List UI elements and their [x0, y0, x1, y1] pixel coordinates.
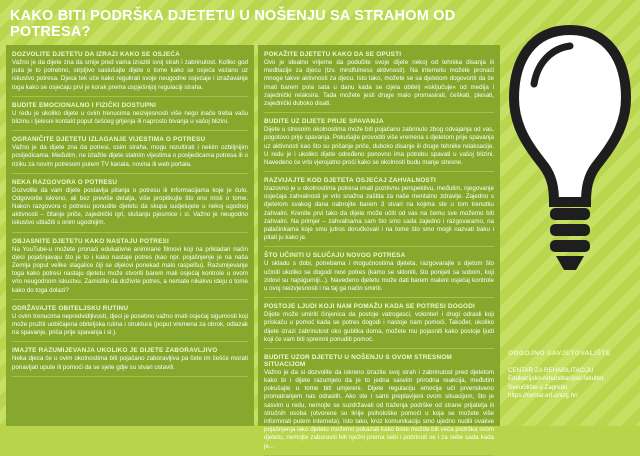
section-heading: DOZVOLITE DJETETU DA IZRAZI KAKO SE OSJEĆA — [12, 51, 180, 58]
section-body: Na YouTube-u možete pronaći edukativne animirane filmovi koji na prikladan način djeci pojašnjavaju što je to i kako nastaje potres (kao npr. pojašnjenje je na naša Zemlja poput velike slagalice čiji se dijelovi ponekad malo raspelšu). Razumijevanje toga kako potresi nastaju djetetu može stvoriti barem mali osjećaj kontrole u ovom vrlo neugodnom iskustvu. Zamislite da doživite potres, a nemate nikakvu ideju o tome kako do toga dolazi? — [12, 245, 248, 294]
light-bulb-icon — [510, 20, 630, 325]
section-heading: ŠTO UČINITI U SLUČAJU NOVOG POTRESA — [264, 252, 406, 260]
section-heading: POSTOJE LJUDI KOJI NAM POMAŽU KADA SE POTRESI DOGODI — [264, 303, 476, 311]
section-divider — [12, 376, 248, 377]
section-heading: BUDITE UZ DIJETE PRIJE SPAVANJA — [264, 118, 384, 126]
section-heading: IMAJTE RAZUMIJEVANJA UKOLIKO JE DIJETE ZABORAVLJIVO — [12, 347, 218, 355]
section-heading: POKAŽITE DJETETU KAKO DA SE OPUSTI — [264, 51, 402, 58]
section-body: Izazovno je u okolnostima potresa imati pozitivnu perspektivu, međutim, njegovanje osjećaja zahvalnosti je vrlo snažna zaštita za naše mentalno zdravlje. Zajedno s djetetom svakog dana nabrojite barem 3 stvari na kojima ste u tom trenutku zahvalni. Krenite prvi tako da dijete može učiti od vas na čemu sve možemo biti zahvalni. Na primjer – zahvalna/na sam što smo sada zajedno i razgovaramo, na palačinkama koje smo jutros doručkovali i na tome što smo mogli nazvati baku i pitati ju kako je. — [264, 185, 494, 242]
brand-line-3: Sveučilište u Zagrebu — [508, 383, 568, 391]
section-body: Dijete može umiriti činjenica da postoje vatrogasci, volonteri i drugi odrasli koji priskaču u pomoć kada se potres dogodi i nastoje nam pomoći. Također, ukoliko dijete izrazi zabrinutost oko gubitka doma, možete mu pojasniti kako postoje ljudi koji će vam biti spremni ponuditi pomoć. — [264, 311, 494, 343]
section-body: Važno je da dijete zna da smije pred vama izraziti svoj strah i zabrinutost. Koliko god puta je to potrebno, strpljivo saslušajte dijete o tome kako se osjeća vezano uz iskustvo potresa. Djeca tek uče kako regulirati svoje neugodne osjećaje i izražavanje toga kako se osjećaju prvi je korak prema uspješnijoj regulaciji straha. — [12, 59, 248, 91]
brand-line-4[interactable]: https://centar.erf.unizg.hr/ — [508, 392, 578, 400]
section-divider — [12, 299, 248, 300]
section-divider — [12, 341, 248, 342]
brand-block — [508, 350, 638, 400]
section-divider — [264, 297, 494, 298]
section-body: Važno je da si dozvolite da iskreno izrazite svoj strah i zabrinutost pred djetetom kako bi i dijete razumjelo da je to jedna sasvim prirodna reakcija, međutim pokušajte u tome biti umjereni. Dijete regulaciju emocija uči prvenstveno promatranjem nas odraslih. Ako ste i sami preplavljeni ovom situacijom, što je sasvim u redu, nemojte se suzdržavati od traženja podrške od strane prijatelja ili stručnih osoba (otvorene su linije psihološke pomoći u koja se možete više informirati putem interneta). Isto tako, kroz komunikaciju smo ujedno nudili ovakve pojašnjenja iako djetetu možemo pokazati kako biste možda bili veća podrška svom djetetu, nemojte zaboraviti biti nježni prema sebi i pobrinuti se i za sebe sada kada je... — [264, 368, 494, 450]
section-divider — [12, 130, 248, 131]
page-title: KAKO BITI PODRŠKA DJETETU U NOŠENJU SA STRAHOM OD POTRESA? — [10, 8, 456, 40]
section-divider — [264, 348, 494, 349]
section-divider — [12, 173, 248, 174]
section-body: Važno je da dijete zna da potresi, osim straha, mogu rezultirati i nekim ozbiljnijim posljedicama. Međutim, ne izlažite dijete stalnim vijestima o posljedicama potresa ili o riziku za novim potresom putem TV kanala, novina ili web portala. — [12, 144, 248, 168]
section-body: Neka djeca će u ovim okolnostima biti pojačano zaboravljiva pa čete im češće morati ponavljati upute ili pomoći da se sjete gdje su stvari ostavili. — [12, 355, 248, 371]
brand-title: ODGOJNO SAVJETOVALIŠTE — [508, 350, 611, 357]
section-heading: BUDITE EMOCIONALNO I FIZIČKI DOSTUPNI — [12, 101, 157, 109]
section-body: Dozvolite da vam dijete postavlja pitanja o potresu ili informacijama koje je čulo. Odgovorite iskreno, ali bez previše detalja, više propitkujte što ono misli o tome. Nakon razgovora o potresu ponudite djetetu da skupa sudjelujete u nekoj ugodnoj aktivnosti – čitanje priče, zajednički igri, slušanju pjesmice i sl. Važno je neugodno iskustvo ublažiti s onim ugodnijim. — [12, 186, 248, 227]
section-divider — [264, 246, 494, 247]
section-body: U ovim trenucima nepredvidljivosti, djeci je posebno važno imati osjećaj sigurnosti koji može pružiti uobičajena obiteljska rutina i struktura (poput vremena za obrok, odlazak na spavanje, priča prije spavanja i sl.). — [12, 312, 248, 337]
brand-line-2: Edukacijsko-rehabilitacijski fakultet — [508, 375, 604, 383]
middle-column — [258, 45, 500, 450]
section-divider — [264, 171, 494, 172]
brand-line-1: CENTAR ZA REHABILITACIJU — [508, 367, 594, 374]
section-heading: NEKA RAZGOVORA O POTRESU — [12, 178, 118, 186]
section-body: Dijete u stresnim okolnostima može biti pojačano zabrinuto zbog odvajanja od vas, pogotovo prije spavanja. Pokušajte provoditi više vremena s djetetom prije spavanja uz aktivnosti kao što su pričanje priče, duboko disanje ili druge tehnike relaksacije. U redu je i ukoliko dijete određeno ponovno ima potrebu spavati u vašoj blizini. Navedeno će vrlo vjerojatno proći kako se okolnosti budu manje stresne. — [264, 126, 494, 166]
section-heading: RAZVIJAJTE KOD DJETETA OSJEĆAJ ZAHVALNOSTI — [264, 177, 436, 185]
section-heading: BUDITE UZOR DJETETU U NOŠENJU S OVOM STRESNOM SITUACIJOM — [264, 353, 452, 368]
section-divider — [12, 232, 248, 233]
section-heading: ODRŽAVAJTE OBITELJSKU RUTINU — [12, 304, 129, 312]
section-divider — [12, 96, 248, 97]
section-heading: OBJASNITE DJETETU KAKO NASTAJU POTRESI — [12, 237, 169, 245]
left-column — [6, 45, 254, 426]
section-heading: OGRANIČITE DJETETU IZLAGANJE VIJESTIMA O POTRESU — [12, 136, 206, 144]
section-body: U skladu s dobi, potrebama i mogućnostima djeteta, razgovarajte s djetom što učiniti ukoliko se dogodi novi potres (kamo se skloniti, što ponijeti sa sobom, koji zidovi su najsigurniji...). Navedeno djetetu može dati barem maleni osjećaj kontrole u ovoj neizvjesnosti i na taj ga način smiriti. — [264, 260, 494, 292]
section-body: U redu je ukoliko dijete u ovim trenucima neizvjesnosti više nego inače treba vašu blizinu i tjelesni kontakt poput češćeg grljenja ili naprosto bivanja u vašoj blizini. — [12, 109, 248, 125]
section-body: Ovo je idealno vrijeme da podučite svoje dijete nekoj od tehnika disanja ili meditacije za djecu (tzv. mindfulness aktivnosti). Na internetu možete pronaći mnoge takve aktivnosti za djecu. Isto tako, možete se sa djetetom dogovoriti da će imati barem pola sata u danu kada se cijela obitelj »isključuje« od medija i zajednički relaksira. Tada možete jesti druge malo promasirati, češkati, plesati, zajednički duboko disati. — [264, 59, 494, 107]
section-divider — [264, 112, 494, 113]
